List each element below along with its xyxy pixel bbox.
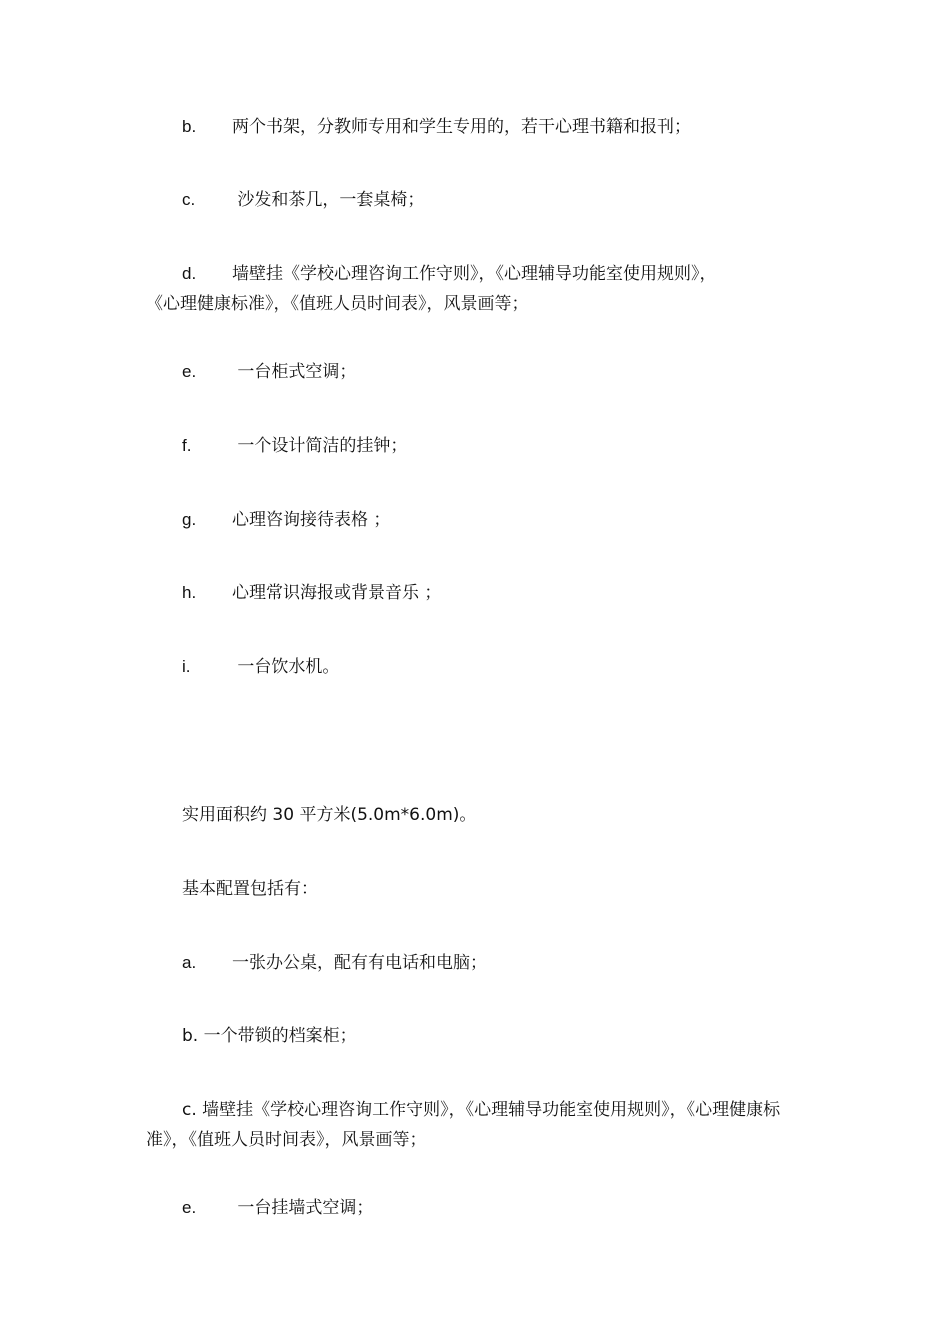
list-item-text: 一张办公桌，配有有电话和电脑； bbox=[232, 953, 487, 973]
list-item-d bbox=[146, 259, 816, 319]
list-marker: a. bbox=[182, 953, 197, 972]
list-item-text: 一个设计简洁的挂钟； bbox=[232, 436, 408, 456]
list-item-text: b. 一个带锁的档案柜； bbox=[182, 1026, 357, 1046]
list2-item-a bbox=[146, 948, 816, 978]
list-item-g bbox=[146, 505, 816, 535]
list-marker: f. bbox=[182, 436, 192, 455]
list-item-text: 一台柜式空调； bbox=[232, 362, 357, 382]
list-marker: h. bbox=[182, 583, 197, 602]
config-heading bbox=[146, 874, 816, 904]
list-item-continuation: 《心理健康标准》，《值班人员时间表》，风景画等； bbox=[146, 294, 529, 314]
list-item-text: 一台挂墙式空调； bbox=[232, 1198, 374, 1218]
list-item-text: 沙发和茶几，一套桌椅； bbox=[232, 190, 425, 210]
list-marker: c. bbox=[182, 190, 196, 209]
area-paragraph bbox=[146, 800, 816, 830]
list-marker: e. bbox=[182, 1198, 197, 1217]
list-item-text: c. 墙壁挂《学校心理咨询工作守则》，《心理辅导功能室使用规则》，《心理健康标准》，《值班人员时间表》，风景画等； bbox=[146, 1100, 781, 1150]
list2-item-e bbox=[146, 1193, 816, 1223]
list-item-text: 心理常识海报或背景音乐 ； bbox=[232, 583, 442, 603]
list-marker: g. bbox=[182, 510, 197, 529]
list-item-text: 墙壁挂《学校心理咨询工作守则》，《心理辅导功能室使用规则》， bbox=[232, 264, 717, 284]
list-item-b bbox=[146, 112, 816, 142]
list-marker: d. bbox=[182, 264, 197, 283]
list-item-i bbox=[146, 652, 816, 682]
list-item-text: 两个书架，分教师专用和学生专用的，若干心理书籍和报刊； bbox=[232, 117, 691, 137]
area-text: 实用面积约 30 平方米(5.0m*6.0m)。 bbox=[182, 805, 477, 825]
list-item-c bbox=[146, 185, 816, 215]
config-heading-text: 基本配置包括有： bbox=[182, 879, 318, 899]
list2-item-b bbox=[146, 1021, 816, 1051]
list-marker: e. bbox=[182, 362, 197, 381]
list-item-text: 心理咨询接待表格 ； bbox=[232, 510, 391, 530]
list-item-text: 一台饮水机。 bbox=[232, 657, 340, 677]
list-item-h bbox=[146, 578, 816, 608]
list2-item-c bbox=[146, 1095, 816, 1155]
list-item-e bbox=[146, 357, 816, 387]
list-marker: i. bbox=[182, 657, 191, 676]
list-marker: b. bbox=[182, 117, 197, 136]
list-item-f bbox=[146, 431, 816, 461]
